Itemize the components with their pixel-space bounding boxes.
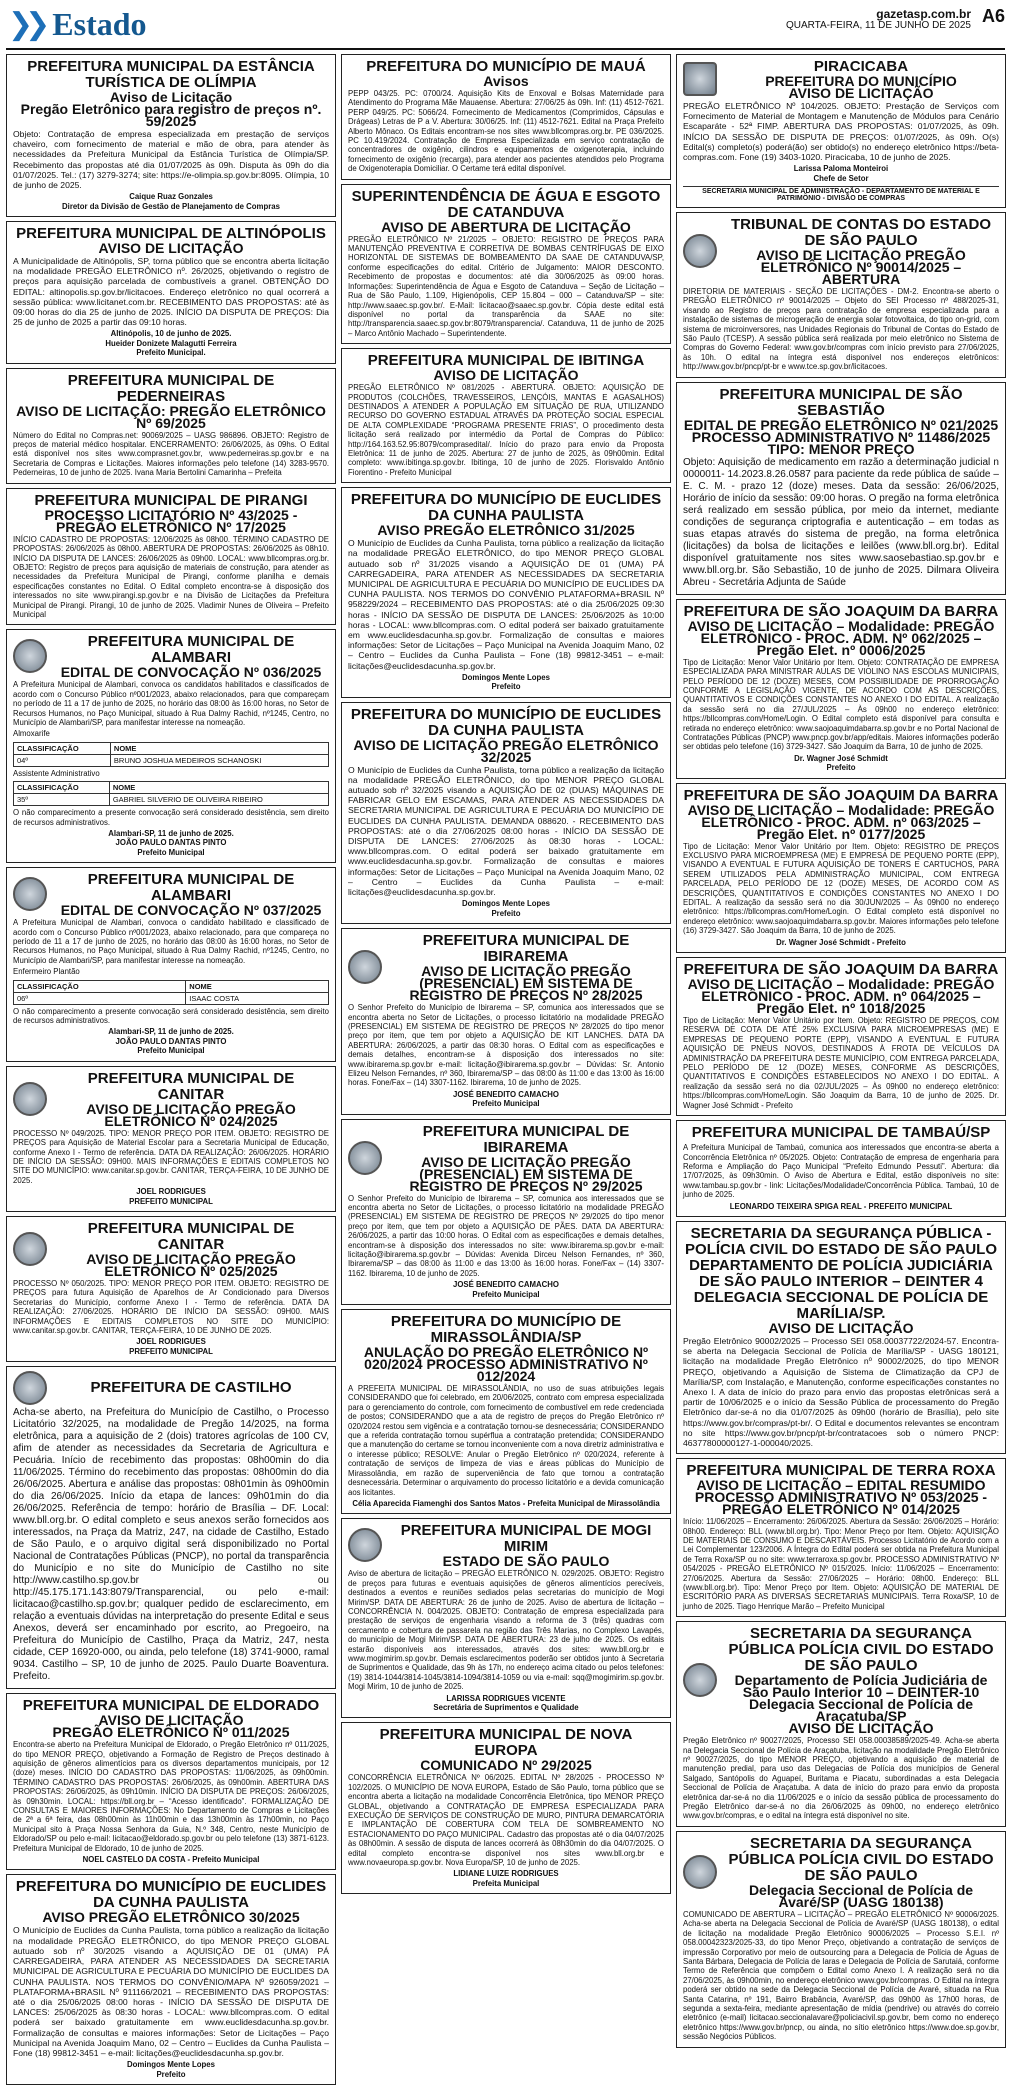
- notice-piracicaba: [676, 54, 1006, 208]
- notice-sjb3: [676, 957, 1006, 1116]
- col-header-name: NOME: [110, 742, 328, 754]
- signature-line: Domingos Mente Lopes: [127, 2060, 215, 2070]
- candidate-table: [13, 781, 329, 806]
- notice-body: Pregão Eletrônico 90002/2025 – Processo SEI 058.00037722/2024-57. Encontra-se aberta na Delegacia Seccional de Polícia de Marília/SP - UASG 180121, licitação na modalidade Pregão Eletrônico nº 90002/2025, do tipo MENOR PREÇO, objetivando a Aquisição de Sistema de Climatização da CPJ de Marília/SP, com Instalação, e Manutenção, conforme especificações constantes no Anexo I. A data de início do prazo para envio das propostas eletrônicas será a partir de 10/06/2025 e o início da Sessão Pública de processamento do Pregão Eletrônico dar-se-á no dia 01/07/2025 às 09h00 (horário de Brasília), pelo site https://www.gov.br/compras/pt-br/. O Edital e documentos relevantes se encontram no site https://www.gov.br/pncp/pt-br/contratacoes sob o número PNCP: 46377800000127-1-000040/2025.: [683, 1335, 999, 1448]
- municipal-crest-icon: [683, 62, 717, 96]
- notice-subtitle: COMUNICADO Nº 29/2025: [420, 1757, 592, 1774]
- notice-signature: [13, 329, 329, 357]
- notice-header-text: [388, 1124, 664, 1192]
- notice-ibitinga: [341, 348, 671, 483]
- notice-terraroxa: [676, 1458, 1006, 1617]
- notice-signature: [13, 192, 329, 211]
- notice-body: O Município de Euclides da Cunha Paulista, torna público a realização da licitação na modalidade PREGÃO ELETRÔNICO, do tipo MENOR PREÇO GLOBAL autuado sob nº 32/2025 visando a AQUISIÇÃO DE 02 (DUAS) MÁQUINAS DE FABRICAR GELO EM ESCAMAS, PARA ATENDER AS NECESSIDADES DA SECRETARIA MUNICIPAL DE AGRICULTURA E PECUÁRIA DO MUNICÍPIO DE EUCLIDES DA CUNHA PAULISTA. DEMANDA 088620. - RECEBIMENTO DAS PROPOSTAS: até o dia 27/06/2025 08:00 horas - INÍCIO DA SESSÃO DE DISPUTA DE LANCES: 27/06/2025 às 08:30 horas - LOCAL: www.bllcompras.com. O edital poderá ser baixado gratuitamente em www.euclidesdacunha.sp.gov.br. Formalização de consultas e maiores informações: Setor de Licitações – Paço Municipal na Avenida Joaquim Mano, 02 – Centro – Euclides da Cunha Paulista – e-mail: licitações@euclidesdacunha.sp.gov.br.: [348, 764, 664, 898]
- notice-subtitle: AVISO DE LICITAÇÃO PREGÃO (PRESENCIAL) EM SISTEMA DE REGISTRO DE PREÇOS Nº 29/2025: [409, 1153, 643, 1194]
- notice-body: CONCORRÊNCIA ELETRÔNICA Nº 06/2025. EDITAL Nº 28/2025 - PROCESSO Nº 102/2025. O MUNICÍPIO DE NOVA EUROPA, Estado de São Paulo, torna público que se encontra aberta a licitação na modalidade Concorrência Eletrônica, tipo MENOR PREÇO GLOBAL, objetivando a CONTRATAÇÃO DE EMPRESA ESPECIALIZADA PARA EXECUÇÃO DE SERVIÇOS DE CONSTRUÇÃO DE MURO, PINTURA DEMARCATÓRIA E IMPLANTAÇÃO DE COBERTURA COM TELA DE SOMBREAMENTO NO ESTACIONAMENTO DO PAÇO MUNICIPAL. Cadastro das propostas até o dia 04/07/2025 às 08h00min. A sessão de disputa de lances ocorrerá às 08h30min do dia 04/07/2025. O edital completo encontra-se disponível nos sites www.bll.org.br e www.novaeuropa.sp.gov.br. Nova Europa/SP, 10 de junho de 2025.: [348, 1773, 664, 1868]
- notice-title: PREFEITURA DO MUNICÍPIO DE MAUÁ: [366, 58, 646, 75]
- candidate-table: [13, 980, 329, 1005]
- signature-line: JOSÉ BENEDITO CAMACHO: [453, 1280, 559, 1290]
- notice-ibirarema2: [341, 1119, 671, 1305]
- notice-header-text: [723, 216, 999, 288]
- notice-alambari2: [6, 867, 336, 1061]
- notice-title: PREFEITURA MUNICIPAL DE PEDERNEIRAS: [67, 371, 275, 405]
- notice-subtitle: AVISO PREGÃO ELETRÔNICO 30/2025: [42, 1909, 300, 1926]
- notice-subtitle-3: TIPO: MENOR PREÇO: [767, 440, 915, 457]
- notice-body: COMUNICADO DE ABERTURA – LICITAÇÃO – PREGÃO ELETRÔNICO Nº 90006/2025. Acha-se aberta na Delegacia Seccional de Polícia de Avaré/SP (UASG 180138), o edital de licitação na modalidade Pregão Eletrônico 90006/2025 – Processo S.E.I. nº 058.00042323/2025-33, do tipo Menor Preço, objetivando a contratação de serviços de impressão Corporativo por meio de outsourcing para a Delegacia de Polícia de Águas de Santa Bárbara, Delegacia de Polícia de Iaras e Delegacia de Polícia de Sarutaiá, conforme Termo de Referência que compõem o Edital como Anexo I. A realização será no dia 27/06/2025, às 09h00min, no endereço eletrônico www.gov.br/compras. O Edital na íntegra poderá ser obtido na sede da Delegacia Seccional de Polícia de Avaré, situada na Rua Santa Catarina, nº 191, Bairro Brabância, Avaré/SP, das 09h00 às 17h00 horas, de segunda a sexta-feira, mediante apresentação de mídia (pendrive) ou através do correio eletrônico (e-mail) licitacao.seccionalavare@policiacivil.sp.gov.br, bem como no endereço eletrônico https://www.gov.br/pncp, ou ainda, no sítio eletrônico https://www.doe.sp.gov.br, sessão Negócios Públicos.: [683, 1909, 999, 2042]
- notice-header-text: [53, 633, 329, 681]
- notice-header: [683, 216, 999, 288]
- notice-body: PEPP 043/25. PC: 0700/24. Aquisição Kits de Enxoval e Bolsas Maternidade para Atendimento do Programa Mãe Mauaense. Abertura: 27/06/25 às 09h. Inf: (11) 4512-7621. PERP 049/25. PC: 5066/24. Fornecimento de Medicamentos (Comprimidos, Cápsulas e Drágeas) Letras de P a V. Abertura: 30/06/25. Inf: (11) 4512-7621. Edital na Praça Prefeito Alberto Mônaco. Os Editais encontram-se nos sites www.bllcompras.org.br. PE 036/2025. PC 10.419/2024. Contratação de Empresa Especializada em serviço contratação de concentradores de oxigênio, cilindros e equipamentos de oxigenoterapia, incluindo fornecimento de oxigênio (recarga), para atender aos pacientes atendidos pelo Programa de Oxigenoterapia Domiciliar. O Certame terá edital disponível.: [348, 89, 664, 174]
- notice-subtitle: AVISO DE LICITAÇÃO: [98, 1712, 244, 1729]
- notice-body: PREGÃO ELETRÔNICO Nº 21/2025 – OBJETO: REGISTRO DE PREÇOS PARA MANUTENÇÃO PREVENTIVA E CORRETIVA DE BOMBAS CENTRÍFUGAS DE EIXO HORIZONTAL DE SISTEMAS DE BOMBEAMENTO DA SAAE DE CATANDUVA/SP, conforme especificações do edital. Critério de Julgamento: MAIOR DESCONTO. Recebimento de propostas e documentos: até dia 30/06/2025 às 09:00 horas. Informações: Superintendência de Água e Esgoto de Catanduva – Seção de Licitação – Rua de São Paulo, 1.109, Higienópolis, CEP 15.804 – 000 – Catanduva/SP – site: http://www.saaec.sp.gov.br/. E-Mail: licitacao@saaec.sp.gov.br. Cópia deste edital está disponível no portal da transparência da SAAE no site: http://transparencia.saaec.sp.gov.br:8079/transparencia/. Catanduva, 11 de junho de 2025 – Marco Antônio Machado – Superintendente.: [348, 234, 664, 338]
- notice-tce: [676, 212, 1006, 378]
- cell-classification: 04º: [14, 754, 111, 766]
- column-2: [341, 54, 671, 1888]
- notice-body: O Senhor Prefeito do Município de Ibirarema – SP, comunica aos interessados que se encontra aberta no Setor de Licitações, o processo licitatório na modalidade PREGÃO (PRESENCIAL) EM SISTEMA DE REGISTRO DE PREÇOS Nº 29/2025 do tipo menor preço por item, que tem por objeto a AQUISIÇÃO DE PÃES. DATA DA ABERTURA: 26/06/2025, a partir das 10:00 horas. O Edital com as especificações e demais detalhes, encontram-se à disposição dos interessados no site: www.ibirarema.sp.gov.br e-mail: licitação@ibirarema.sp.gov.br – Dúvidas: Avenida Dirceu Nelson Fernandes, nº 360, Ibirarema/SP – das 08:00 às 11:00 e das 13:00 às 16:00 horas. Fone/Fax – (14) 3307-1162. Ibirarema, 10 de junho de 2025.: [348, 1193, 664, 1278]
- notice-title: PREFEITURA MUNICIPAL DE IBITINGA: [367, 352, 645, 370]
- table-row: [14, 794, 329, 806]
- signature-line: PREFEITO MUNICIPAL: [129, 1196, 213, 1206]
- notice-header: [13, 1221, 329, 1277]
- notice-subtitle: Delegacia Seccional de Polícia de Avaré/SP (UASG 180138): [748, 1881, 974, 1910]
- signature-line: Domingos Mente Lopes: [462, 672, 550, 682]
- notice-title: SUPERINTENDÊNCIA DE ÁGUA E ESGOTO DE CATANDUVA: [351, 187, 661, 221]
- notice-subtitle: AVISO DE LICITAÇÃO – Modalidade: PREGÃO ELETRÔNICO - PROC. ADM. nº 063/2025 – Pregão Elet. nº 0177/2025: [687, 801, 995, 842]
- notice-deinter10: [676, 1621, 1006, 1827]
- notice-title: PREFEITURA MUNICIPAL DE NOVA EUROPA: [379, 1726, 633, 1760]
- notice-title: PREFEITURA DO MUNICÍPIO DE EUCLIDES DA CUNHA PAULISTA: [350, 705, 662, 739]
- notice-body: A Prefeitura Municipal de Alambari, convoca os candidatos habilitados e classificados de acordo com o Concurso Público nº001/2023, abaixo relacionados, para que compareçam no período de 11 a 17 de junho de 2025, no horário das 08:00 às 16:00 horas, no Setor de Recursos Humanos, no Paço Municipal, situado à Rua Dalmy Rachid, nº1245, Centro, no Município de Alambari/SP, para manifestar interesse na nomeação.: [13, 680, 329, 727]
- notice-subtitle-2: PREGÃO ELETRÔNICO Nº 011/2025: [52, 1724, 290, 1741]
- column-1: [6, 54, 336, 2079]
- signature-line: Prefeito Municipal: [137, 1046, 205, 1056]
- signature-line: Prefeito: [491, 682, 521, 692]
- masthead-info: [786, 8, 971, 32]
- signature-line: NOEL CASTELO DA COSTA - Prefeito Municipal: [82, 1855, 260, 1865]
- signature-line: Dr. Wagner José Schmidt - Prefeito: [776, 937, 906, 947]
- signature-line: Diretor da Divisão de Gestão de Planejamento de Compras: [62, 201, 280, 211]
- notice-body: DIRETORIA DE MATERIAIS - SEÇÃO DE LICITAÇÕES - DM-2. Encontra-se aberto o PREGÃO ELETRÔNICO nº 90014/2025 – Objeto do SEI Processo nº 488/2025-31, visando ao Registro de preços para contratação de empresa especializada para a instalação de sistemas de microgeração de energia solar fotovoltaica, do tipo on-grid, com sistema de microinversores, nas Unidades Regionais do Tribunal de Contas do Estado de São Paulo (TCESP). A sessão pública será realizada por meio eletrônico no Sistema de Compras do Governo Federal: www.gov.br/compras com início previsto para 27/06/2025, às 10h. O edital na íntegra está disponível nos endereços eletrônicos: http://www.gov.br/pncp/pt-br e www.tce.sp.gov.br/licitacoes.: [683, 287, 999, 372]
- notice-canitar2: [6, 1216, 336, 1362]
- notice-body: A Prefeitura Municipal de Alambari, convoca o candidato habilitado e classificado de acordo com o Concurso Público nº001/2023, abaixo relacionado, para que compareça no período de 11 a 17 de junho de 2025, no horário das 08:00 às 16:00 horas, no Setor de Recursos Humanos, no Paço Municipal, situado à Rua Dalmy Rachid, nº1245, Centro, no Município de Alambari/SP, para manifestar interesse na nomeação.: [13, 918, 329, 965]
- signature-line: Hueider Donizete Malagutti Ferreira: [105, 338, 237, 348]
- notice-ibirarema1: [341, 928, 671, 1114]
- table-row: [14, 754, 329, 766]
- signature-line: Prefeito Municipal: [472, 1099, 540, 1109]
- notice-signature: [348, 673, 664, 692]
- notice-header-text: [723, 1625, 999, 1737]
- notice-subtitle-2: AVISO DE LICITAÇÃO: [788, 85, 934, 101]
- role-label: Assistente Administrativo: [13, 768, 100, 778]
- notice-subtitle: AVISO DE LICITAÇÃO PREGÃO ELETRÔNICO Nº 024/2025: [86, 1100, 296, 1129]
- signature-line: Alambari-SP, 11 de junho de 2025.: [108, 829, 234, 839]
- notice-body: INÍCIO CADASTRO DE PROPOSTAS: 12/06/2025 às 08h00. TÉRMINO CADASTRO DE PROPOSTAS: 26/06/2025 às 08h00. ABERTURA DE PROPOSTAS: 26/06/2025 às 08h10. INÍCIO DA DISPUTA DE LANCES: 26/06/2025 às 09h00. LOCAL: www.bllcompras.org.br. OBJETO: Registro de preços para aquisição de materiais de construção, para atender as necessidades da Prefeitura Municipal de Pirangi, conforme planilha e demais especificações constantes no Edital. O Edital completo encontra-se à disposição dos interessados no site www.pirangi.sp.gov.br e na Divisão de Licitações da Prefeitura Municipal de Pirangi. Pirangi, 10 de junho de 2025. Vladimir Nunes de Oliveira – Prefeito Municipal: [13, 534, 329, 619]
- signature-line: Altinópolis, 10 de junho de 2025.: [110, 329, 232, 339]
- municipal-crest-icon: [13, 639, 47, 673]
- notice-header-text: [53, 1380, 329, 1396]
- notice-header: [348, 1124, 664, 1192]
- notice-title: PREFEITURA MUNICIPAL DE IBIRAREMA: [422, 932, 630, 966]
- notice-marilia: [676, 1221, 1006, 1454]
- notice-title: PREFEITURA MUNICIPAL DE TAMBAÚ/SP: [691, 1124, 991, 1142]
- notice-eldorado: [6, 1693, 336, 1870]
- notice-header-text: [723, 59, 999, 99]
- notice-pirangi: [6, 488, 336, 626]
- notice-catanduva: [341, 184, 671, 344]
- notice-body: A Municipalidade de Altinópolis, SP, torna público que se encontra aberta licitação na modalidade PREGÃO ELETRÔNICO nº. 26/2025, objetivando o registro de preços para aquisição parcelada de combustíveis a granel. OBTENÇÃO DO EDITAL: altinopolis.sp.gov.br/licitacoes. Endereço eletrônico no qual ocorrerá a sessão pública: www.licitanet.com.br. RECEBIMENTO DAS PROPOSTAS: até às 09:00 horas do dia 25 de junho de 2025. INÍCIO DA DISPUTA DE PREÇOS: Dia 25 de junho de 2025 a partir das 09:10 horas.: [13, 256, 329, 328]
- notice-title: PREFEITURA DE SÃO JOAQUIM DA BARRA: [683, 786, 999, 804]
- notice-signature: [13, 1187, 329, 1206]
- notice-body: Tipo de Licitação: Menor Valor Unitário por Item. Objeto: REGISTRO DE PREÇOS, COM RESERVA DE COTA DE ATÉ 25% EXCLUSIVA PARA MICROEMPRESAS (ME) E EMPRESAS DE PEQUENO PORTE (EPP), VISANDO A EVENTUAL E FUTURA AQUISIÇÃO DE PNEUS NOVOS, DESTINADOS À FROTA DE VEÍCULOS DA ADMINISTRAÇÃO DA PREFEITURA DESTE MUNICÍPIO, COM ENTREGA PARCELADA, PELO PERÍODO DE 12 (DOZE) MESES, CONFORME AS DESCRIÇÕES, QUANTITATIVOS E CONDIÇÕES ESTABELECIDOS NO ANEXO I DO EDITAL. A realização da sessão será no dia 02/JUL/2025 – Às 09h00 no endereço eletrônico: https://bllcompras.com/Home/Login. São Joaquim da Barra, 10 de junho de 2025. Dr. Wagner José Schmidt - Prefeito: [683, 1016, 999, 1110]
- notice-subtitle: AVISO DE LICITAÇÃO – EDITAL RESUMIDO PROCESSO ADMINISTRATIVO Nº 053/2025 - PREGÃO ELETRÔNICO Nº 014/2025: [694, 1477, 988, 1518]
- notice-euclides1: [341, 487, 671, 697]
- notice-title: TRIBUNAL DE CONTAS DO ESTADO DE SÃO PAULO: [730, 216, 991, 250]
- municipal-crest-icon: [348, 950, 382, 984]
- signature-line: Domingos Mente Lopes: [462, 899, 550, 909]
- column-3: [676, 54, 1006, 2042]
- col-header-classification: CLASSIFICAÇÃO: [14, 782, 110, 794]
- notice-body: PREGÃO ELETRÔNICO Nº 081/2025 - ABERTURA. OBJETO: AQUISIÇÃO DE PRODUTOS (COLCHÕES, TRAVESSEIROS, LENÇÓIS, MANTAS E AGASALHOS) DESTINADOS A ATENDER A POPULAÇÃO EM SITUAÇÃO DE RUA, UTILIZANDO RECURSO DO GOVERNO ESTADUAL ATRAVÉS DA PROTEÇÃO SOCIAL ESPECIAL DE ALTA COMPLEXIDADE “PROGRAMA PRESENTE FRIAS”, O procedimento desta licitação será realizado por intermédio da Portal de Compras do Público: http://164.163.52.95:8079/comprasedital/. Início do prazo para envio da Proposta Eletrônica: 11 de junho de 2025. Abertura: 27 de junho de 2025, às 09h00min. Edital completo: www.ibitinga.sp.gov.br. Ibitinga, 10 de junho de 2025. Florisvaldo Antônio Fiorentino - Prefeito Municipal: [348, 383, 664, 477]
- notice-signature: [348, 899, 664, 918]
- signature-line: JOEL RODRIGUES: [136, 1337, 206, 1347]
- notice-title: PREFEITURA MUNICIPAL DE TERRA ROXA: [686, 1462, 996, 1480]
- notice-altinopolis: [6, 221, 336, 364]
- col-header-name: NOME: [109, 782, 328, 794]
- notice-title: PREFEITURA DE SÃO JOAQUIM DA BARRA: [683, 961, 999, 979]
- notice-signature: [683, 164, 999, 183]
- notice-header-text: [388, 932, 664, 1004]
- municipal-crest-icon: [13, 1082, 47, 1116]
- notice-title: PREFEITURA MUNICIPAL DE CANITAR: [87, 1219, 295, 1253]
- notice-title: PREFEITURA MUNICIPAL DE ALAMBARI: [87, 871, 295, 905]
- notice-signature: [13, 1337, 329, 1356]
- signature-line: PREFEITO MUNICIPAL: [129, 1346, 213, 1356]
- notice-title: PREFEITURA DE SÃO JOAQUIM DA BARRA: [683, 602, 999, 620]
- notice-header: [683, 1836, 999, 1908]
- signature-line: JOÃO PAULO DANTAS PINTO: [115, 1036, 227, 1046]
- notice-body: PROCESSO Nº 049/2025. TIPO: MENOR PREÇO POR ITEM. OBJETO: REGISTRO DE PREÇOS para Aquisição de Material Escolar para a Secretaria Municipal de Educação, conforme Anexo I - Termo de referência. DATA DA REALIZAÇÃO: 26/06/2025. HORÁRIO DE INÍCIO DA SESSÃO: 09H00. MAIS INFORMAÇÕES E EDITAIS COMPLETOS NO SITE DO MUNICÍPIO: www.canitar.sp.gov.br. CANITAR, TERÇA-FEIRA, 10 DE JUNHO DE 2025.: [13, 1128, 329, 1185]
- notice-novaeuropa: [341, 1722, 671, 1894]
- municipal-crest-icon: [348, 1528, 382, 1562]
- notice-subtitle: Avisos: [483, 73, 529, 89]
- signature-line: JOÃO PAULO DANTAS PINTO: [115, 838, 227, 848]
- notice-title: PREFEITURA MUNICIPAL DE ALTINÓPOLIS: [16, 225, 326, 243]
- role-label: Enfermeiro Plantão: [13, 967, 80, 977]
- notice-mirassolandia: [341, 1309, 671, 1514]
- col-header-classification: CLASSIFICAÇÃO: [14, 742, 111, 754]
- brand-logo: [8, 6, 147, 43]
- notice-header-text: [388, 1522, 664, 1570]
- signature-line: LIDIANE LUIZE RODRIGUES: [453, 1869, 559, 1879]
- notice-header: [13, 1371, 329, 1405]
- notice-sjb1: [676, 599, 1006, 779]
- municipal-crest-icon: [348, 1141, 382, 1175]
- notice-euclides3: [6, 1874, 336, 2084]
- notice-header: [13, 871, 329, 919]
- notice-signature: [348, 1499, 664, 1508]
- signature-line: LARISSA RODRIGUES VICENTE: [446, 1693, 566, 1703]
- signature-line: JOSÉ BENEDITO CAMACHO: [453, 1089, 559, 1099]
- municipal-crest-icon: [683, 234, 717, 268]
- notice-subtitle: AVISO PREGÃO ELETRÔNICO 31/2025: [377, 522, 635, 539]
- notice-title: PREFEITURA MUNICIPAL DE ALAMBARI: [87, 633, 295, 667]
- page-number: A6: [981, 6, 1005, 26]
- notice-body: Encontra-se aberto na Prefeitura Municipal de Eldorado, o Pregão Eletrônico nº 011/2025, do tipo MENOR PREÇO, objetivando a Formação de Registro de Preços destinado à aquisição de gêneros alimentícios para os diversos departamentos municipais, por 12 (doze) meses. INÍCIO DO CADASTRO DAS PROPOSTAS: 11/06/2025, às 09h00min. TÉRMINO CADASTRO DAS PROPOSTAS: 26/06/2025, às 09h00min. ABERTURA DAS PROPOSTAS: 26/06/2025, às 09h10min. INÍCIO DA DISPUTA DE PREÇOS: 26/06/2025, às 09h30min. LOCAL: https://bll.org.br – “Acesso identificado”. FORMALIZAÇÃO DE CONSULTAS E MAIORES INFORMAÇÕES: No Departamento de Compras e Licitações de 2ª a 6ª feira, das 08h00min às 11h00min e das 13h00min às 17h00min, no Paço Municipal sito à Praça Nossa Senhora da Guia, N.º 348, Centro, neste Município de Eldorado/SP ou pelo e-mail: licitacao@eldorado.sp.gov.br ou pelo telefone (13) 3871-6123. Prefeitura Municipal de Eldorado, 10 de junho de 2025.: [13, 1740, 329, 1853]
- signature-line: Dr. Wagner José Schmidt: [794, 753, 888, 763]
- brand-name: Estado: [52, 6, 147, 42]
- notice-header-text: [53, 1071, 329, 1127]
- notice-subtitle-2: PROCESSO ADMINISTRATIVO Nº 11486/2025: [691, 428, 991, 445]
- notice-euclides2: [341, 702, 671, 924]
- notice-header: [683, 59, 999, 99]
- notice-signature: [13, 2060, 329, 2079]
- notice-subtitle: AVISO DE LICITAÇÃO – Modalidade: PREGÃO ELETRÔNICO - PROC. ADM. nº 064/2025 – Pregão Elet. nº 1018/2025: [687, 976, 995, 1017]
- notice-subtitle: Aviso de Licitação: [109, 89, 233, 105]
- notice-title: PREFEITURA MUNICIPAL DE IBIRAREMA: [422, 1122, 630, 1156]
- notice-subtitle: PREFEITURA DO MUNICÍPIO: [765, 73, 957, 89]
- notice-header: [683, 1625, 999, 1737]
- notice-subtitle: PROCESSO LICITATÓRIO Nº 43/2025 - PREGÃO ELETRÔNICO Nº 17/2025: [44, 506, 298, 535]
- table-header-row: [14, 782, 329, 794]
- notice-subtitle: EDITAL DE PREGÃO ELETRÔNICO Nº 021/2025: [683, 416, 999, 433]
- notice-body: Aviso de abertura de licitação – PREGÃO ELETRÔNICO N. 029/2025. OBJETO: Registro de preços para futuras e eventuais aquisições de gêneros alimentícios perecíveis, destinados a eventos e reuniões sediados pelas secretarias do município de Mogi Mirim/SP. DATA DE ABERTURA: 26 de junho de 2025. Aviso de abertura de licitação – CONCORRÊNCIA N. 004/2025. OBJETO: Contratação de empresa especializada para prestação de serviços de engenharia visando a reforma de 3 (três) quadras com cercamento e cobertura de passarela na região das Três Marias, no Complexo Lavapés, do município de Mogi Mirim/SP. DATA DE ABERTURA: 23 de julho de 2025. Os editais estarão disponíveis aos interessados, através dos sites: www.bll.org.br e www.mogimirim.sp.gov.br. Demais esclarecimentos poderão ser obtidos junto à Secretaria de Suprimentos e Qualidade, das 9h às 17h, no endereço acima citado ou pelos telefones: (19) 3814-1044/3814-1045/3814-1094/3814-1059 ou via e-mail: sqq@mogimirim.sp.gov.br. Mogi Mirim, 10 de junho de 2025.: [348, 1569, 664, 1692]
- cell-classification: 06º: [14, 992, 186, 1004]
- site-link[interactable]: gazetasp.com.br: [876, 7, 971, 21]
- notice-subtitle: AVISO DE LICITAÇÃO – Modalidade: PREGÃO ELETRÔNICO - PROC. ADM. Nº 062/2025 – Pregão Elet. nº 0006/2025: [687, 617, 995, 658]
- col-header-classification: CLASSIFICAÇÃO: [14, 980, 186, 992]
- notice-footnote: O não comparecimento a presente convocação será considerado desistência, sem direito de recursos administrativos.: [13, 808, 329, 827]
- signature-line: Célia Aparecida Fiamenghi dos Santos Matos - Prefeita Municipal de Mirassolândia: [352, 1498, 660, 1508]
- notice-subtitle: AVISO DE LICITAÇÃO: [433, 367, 579, 384]
- notice-subtitle: AVISO DE ABERTURA DE LICITAÇÃO: [381, 218, 631, 235]
- notice-title: PREFEITURA MUNICIPAL DA ESTÂNCIA TURÍSTICA DE OLÍMPIA: [27, 58, 315, 91]
- notice-body: A PREFEITA MUNICIPAL DE MIRASSOLÂNDIA, no uso de suas atribuições legais CONSIDERANDO que foi celebrado, em 20/06/2025, contrato com empresa especializada para o gerenciamento do controle, com fornecimento de combustível em rede credenciada de postos; CONSIDERANDO que a ata de registro de preços do Pregão Eletrônico nº 020/2024 restou sem vigência e a contratação tornou-se desnecessária; CONSIDERANDO que a referida contratação tornou supérflua a contratação pretendida; CONSIDERANDO que a manutenção do certame se tornou inconveniente com a nova diretriz administrativa e o interesse público; RESOLVE: Anular o Pregão Eletrônico nº 020/2024, referente à contratação de serviços de limpeza de vias e áreas públicas do Município de Mirassolândia, em razão de superveniência de fato que tornou a contratação desnecessária. Determinar o arquivamento do processo licitatório e a devida comunicação aos licitantes.: [348, 1384, 664, 1497]
- municipal-crest-icon: [683, 1855, 717, 1889]
- notice-subtitle: AVISO DE LICITAÇÃO PREGÃO ELETRÔNICO Nº 025/2025: [86, 1250, 296, 1279]
- notice-subtitle: AVISO DE LICITAÇÃO: [98, 240, 244, 257]
- notice-signature: [683, 1202, 999, 1211]
- chevron-logo-icon: ❯❯: [8, 7, 43, 42]
- signature-line: Secretária de Suprimentos e Qualidade: [433, 1703, 579, 1712]
- notice-subtitle: AVISO DE LICITAÇÃO PREGÃO ELETRÔNICO 32/2025: [353, 736, 659, 765]
- notice-title: SECRETARIA DA SEGURANÇA PÚBLICA POLÍCIA CIVIL DO ESTADO DE SÃO PAULO: [728, 1625, 994, 1675]
- notice-alambari1: [6, 629, 336, 863]
- notice-signature: [13, 1027, 329, 1055]
- notice-avare: [676, 1831, 1006, 2048]
- cell-name: ISAAC COSTA: [186, 992, 329, 1004]
- notice-header-text: [53, 1221, 329, 1277]
- notice-saosebastiao: [676, 382, 1006, 595]
- signature-line: Prefeito Municipal: [137, 847, 205, 857]
- notice-subtitle: ANULAÇÃO DO PREGÃO ELETRÔNICO Nº 020/2024 PROCESSO ADMINISTRATIVO Nº 012/2024: [363, 1344, 649, 1385]
- notice-signature: [348, 1694, 664, 1713]
- notice-subtitle: AVISO DE LICITAÇÃO: PREGÃO ELETRÔNICO Nº 69/2025: [16, 402, 326, 431]
- notice-subtitle: AVISO DE LICITAÇÃO: [768, 1319, 914, 1336]
- signature-line: Prefeito: [826, 763, 856, 773]
- signature-line: JOEL RODRIGUES: [136, 1187, 206, 1197]
- notice-signature: [13, 1855, 329, 1864]
- notice-body: Pregão Eletrônico nº 90027/2025, Processo SEI 058.00038589/2025-49. Acha-se aberta na Delegacia Seccional de Polícia de Araçatuba, licitação na modalidade Pregão Eletrônico nº 90027/2025, do tipo MENOR PREÇO, objetivando a aquisição de material de manutenção predial, para uso das Delegacias de Polícia dos municípios de General Salgado, Santópolis do Aguapeí, Buritama e Piacatu, subordinadas a esta Delegacia Seccional de Polícia de Araçatuba. A data de início do prazo para envio da proposta eletrônica dar-se-á no dia 11/06/2025 e o início da sessão pública de processamento do Pregão Eletrônico dar-se-á no dia 26/06/2025 às 09h00, no endereço eletrônico www.gov.br/compras, e o edital na íntegra está disponível no site.: [683, 1736, 999, 1821]
- notice-body: Acha-se aberto, na Prefeitura do Município de Castilho, o Processo Licitatório 32/2025, na modalidade de Pregão 14/2025, na forma eletrônica, para a aquisição de 2 (dois) tratores agrícolas de 100 CV, afim de atender as necessidades da Secretaria de Agricultura e Pecuária. Início de recebimento das propostas: 08h00min do dia 11/06/2025. Término do recebimento das propostas: 08h00min do dia 26/06/2025. Abertura e análise das propostas: 08h01min às 09h00min do dia 26/06/2025. Início da etapa de lances: 09h01min do dia 26/06/2025. Referência de tempo: horário de Brasília – DF. Local: www.bll.org.br. O edital completo e seus anexos serão fornecidos aos interessados, na Praça da Matriz, 247, na cidade de Castilho, Estado de São Paulo, e o arquivo digital será disponibilizado no Portal Nacional de Contratações Públicas (PNCP), no portal da transparência do Município e no site do Município de Castilho no site http://www.castilho.sp.gov.br ou http://45.175.171.143:8079/Transparencial, ou pelo e-mail: licitacao@castilho.sp.gov.br; qualquer pedido de esclarecimento, em relação a eventuais dúvidas na interpretação do presente Edital e seus Anexos, deverá ser encaminhado por escrito, ao Pregoeiro, na Prefeitura do Município de Castilho, Praça da Matriz, 247, nesta cidade, CEP 16920-000, ou ainda, pelo telefone (18) 3741-9000, ramal 9034. Castilho – SP, 10 de junho de 2025. Paulo Duarte Boaventura. Prefeito.: [13, 1407, 329, 1683]
- header-rule: [6, 48, 1005, 50]
- notice-subtitle: AVISO DE LICITAÇÃO PREGÃO (PRESENCIAL) EM SISTEMA DE REGISTRO DE PREÇOS Nº 28/2025: [409, 963, 643, 1004]
- notice-subtitle: ESTADO DE SÃO PAULO: [442, 1553, 610, 1570]
- notice-pedereiras: [6, 368, 336, 484]
- notice-title: PREFEITURA DE CASTILHO: [90, 1379, 292, 1397]
- notice-body: O Senhor Prefeito do Município de Ibirarema – SP, comunica aos interessados que se encontra aberta no Setor de Licitações, o processo licitatório na modalidade PREGÃO (PRESENCIAL) EM SISTEMA DE REGISTRO DE PREÇOS Nº 28/2025 do tipo menor preço por item, que tem por objeto a AQUISIÇÃO DE KIT LANCHES. DATA DA ABERTURA: 26/06/2025, a partir das 08:30 horas. O Edital com as especificações e demais detalhes, encontram-se à disposição dos interessados no site: www.ibirarema.sp.gov.br e-mail: licitação@ibirarema.sp.gov.br – Dúvidas: Sr. Antonio Elizeu Nelson Fernandes, nº 360, Ibirarema/SP – das 08:00 às 11:00 e das 13:00 às 16:00 horas. Fone/Fax – (14) 3307-1162. Ibirarema, 10 de junho de 2025.: [348, 1003, 664, 1088]
- notice-header: [13, 1071, 329, 1127]
- notice-title: PREFEITURA DO MUNICÍPIO DE MIRASSOLÂNDIA/SP: [390, 1313, 622, 1347]
- notice-tambau: [676, 1120, 1006, 1217]
- masthead: [0, 0, 1011, 54]
- municipal-crest-icon: [13, 877, 47, 911]
- notice-signature: [348, 1869, 664, 1888]
- signature-line: Alambari-SP, 11 de junho de 2025.: [108, 1027, 234, 1037]
- notice-body: O Município de Euclides da Cunha Paulista, torna público a realização da licitação na modalidade PREGÃO ELETRÔNICO, do tipo MENOR PREÇO GLOBAL autuado sob nº 30/2025 visando a AQUISIÇÃO DE 01 (UMA) PÁ CARREGADEIRA, PARA ATENDER AS NECESSIDADES DA SECRETARIA MUNICIPAL DE AGRICULTURA E PECUÁRIA DO MUNICÍPIO DE EUCLIDES DA CUNHA PAULISTA. NOS TERMOS DO CONVÊNIO/MAPA Nº 926059/2021 – PLATAFORMA+BRASIL Nº 911166/2021 – RECEBIMENTO DAS PROPOSTAS: até o dia 25/06/2025 08:00 horas - INÍCIO DA SESSÃO DE DISPUTA DE LANCES: 25/06/2025 às 08:30 horas - LOCAL: www.bllcompras.com. O edital poderá ser baixado gratuitamente em www.euclidesdacunha.sp.gov.br. Formalização de consultas e maiores informações: Setor de Licitações – Paço Municipal na Avenida Joaquim Mano, 02 – Centro – Euclides da Cunha Paulista – Fone (18) 99812-3451 – e-mail: licitações@euclidesdacunha.sp.gov.br.: [13, 1925, 329, 2058]
- signature-line: Chefe de Setor: [813, 173, 869, 183]
- notice-header: [348, 932, 664, 1004]
- notice-title: PREFEITURA MUNICIPAL DE PIRANGI: [34, 491, 308, 509]
- table-header-row: [14, 980, 329, 992]
- notice-mogimirim: [341, 1518, 671, 1718]
- issue-date: QUARTA-FEIRA, 11 DE JUNHO DE 2025: [785, 20, 971, 31]
- table-header-row: [14, 742, 329, 754]
- notice-title: PREFEITURA MUNICIPAL DE CANITAR: [87, 1069, 295, 1103]
- notice-signature: [348, 1090, 664, 1109]
- signature-line: Caique Ruaz Gonzales: [129, 192, 213, 202]
- notice-title: PREFEITURA DO MUNICÍPIO DE EUCLIDES DA CUNHA PAULISTA: [350, 491, 662, 525]
- municipal-crest-icon: [13, 1371, 47, 1405]
- notice-body: Objeto: Aquisição de medicamento em razão a determinação judicial n 0000011- 14.2023.8.26.0587 para paciente da rede pública de saúde – E. C. M. - prazo 12 (doze) meses. Data da sessão: 26/06/2025, Horário de início da sessão: 09:00 horas. O pregão na forma eletrônica será realizado em sessão pública, por meio da internet, mediante condições de segurança criptografia e autenticação – em todas as suas etapas através do sistema de pregão, na forma eletrônica (licitações) da bolsa de licitações e leilões (www.bll.org.br). Edital disponível gratuitamente nos sites www.saosebastiao.sp.gov.br e www.bll.org.br. São Sebastião, 10 de junho de 2025. Dilmara Oliveira Abreu - Secretária Adjunta de Saúde: [683, 456, 999, 588]
- signature-line: Prefeito: [156, 2069, 186, 2079]
- notice-body: PROCESSO Nº 050/2025. TIPO: MENOR PREÇO POR ITEM. OBJETO: REGISTRO DE PREÇOS para futura Aquisição de Aparelhos de Ar Condicionado para Diversos Secretarias do Município, conforme Anexo I - Termo de referência. DATA DA REALIZAÇÃO: 27/06/2025. HORÁRIO DE INÍCIO DA SESSÃO: 09H00. MAIS INFORMAÇÕES E EDITAIS COMPLETOS NO SITE DO MUNICÍPIO: www.canitar.sp.gov.br. CANITAR, TERÇA-FEIRA, 10 DE JUNHO DE 2025.: [13, 1278, 329, 1335]
- notice-title: PREFEITURA MUNICIPAL DE MOGI MIRIM: [400, 1522, 652, 1556]
- notice-header-text: [53, 871, 329, 919]
- signature-line: Prefeito: [491, 908, 521, 918]
- notice-sjb2: [676, 783, 1006, 953]
- notice-signature: [348, 1280, 664, 1299]
- signature-line: Larissa Paloma Monteiroi: [793, 164, 889, 174]
- notice-subtitle: EDITAL DE CONVOCAÇÃO Nº 037/2025: [60, 902, 322, 919]
- notice-body: Início: 11/06/2025 – Encerramento: 26/06/2025. Abertura da Sessão: 26/06/2025 – Horário: 08h00. Endereço: BLL (www.bll.org.br). Tipo: Menor Preço por Item. Objeto: AQUISIÇÃO DE MATERIAIS DE CONSUMO E DESCARTÁVEIS. Processo Licitatório de Acordo com a Lei Complementar 123/2006. A Íntegra do Edital poderá ser obtida na Prefeitura Municipal de Terra Roxa/SP ou no site: www.terraroxa.sp.gov.br. PROCESSO ADMINISTRATIVO Nº 054/2025 - PREGÃO ELETRÔNICO Nº 015/2025. Início: 11/06/2025 – Encerramento: 27/06/2025. Abertura da Sessão: 27/06/2025 – Horário: 08h00. Endereço: BLL (www.bll.org.br). Tipo: Menor Preço por Item. Objeto: AQUISIÇÃO DE MATERIAL DE ESCRITÓRIO PARA AS DIVERSAS SECRETARIAS MUNICIPAIS. Terra Roxa/SP, 10 de junho de 2025. Tiago Henrique Marão – Prefeito Municipal: [683, 1517, 999, 1611]
- notice-footnote: O não comparecimento a presente convocação será considerado desistência, sem direito de recursos administrativos.: [13, 1006, 329, 1026]
- signature-line: Prefeito Municipal.: [136, 348, 206, 358]
- notice-body: PREGÃO ELETRÔNICO Nº 104/2025. OBJETO: Prestação de Serviços com Fornecimento de Material de Montagem e Manutenção de Módulos para Cenário Escaparáte - 52ª FIMP. ABERTURA DAS PROPOSTAS: 01/07/2025, às 09h. INÍCIO DA SESSÃO DE DISPUTA DE PREÇOS: 01/07/2025, às 09h. O(s) Edital(s) completo(s) poderá(ão) ser obtido(s) no endereço eletrônico https://beta-compras.com. Fone (19) 3403-1020. Piracicaba, 10 de junho de 2025.: [683, 101, 999, 163]
- notice-signature: [683, 938, 999, 947]
- department-bar: SECRETARIA MUNICIPAL DE ADMINISTRAÇÃO - DEPARTAMENTO DE MATERIAL E PATRIMÔNIO - DIVISÃO DE COMPRAS: [683, 186, 999, 202]
- notice-title: SECRETARIA DA SEGURANÇA PÚBLICA POLÍCIA CIVIL DO ESTADO DE SÃO PAULO: [728, 1834, 994, 1884]
- notice-signature: [13, 829, 329, 857]
- notice-body: Tipo de Licitação: Menor Valor Unitário por Item. Objeto: REGISTRO DE PREÇOS EXCLUSIVO PARA MICROEMPRESA (ME) E EMPRESA DE PEQUENO PORTE (EPP), VISANDO A EVENTUAL E FUTURA AQUISIÇÃO DE TONERS E CARTUCHOS, PARA SEREM UTILIZADOS PELA ADMINISTRAÇÃO MUNICIPAL, COM ENTREGA PARCELADA, PELO PERÍODO DE 12 (DOZE) MESES, DE ACORDO COM AS DESCRIÇÕES, QUANTITATIVOS E CONDIÇÕES CONSTANTES NO ANEXO I DO EDITAL. A realização da sessão será no dia 30/JUN/2025 – Às 09h00 no endereço eletrônico: https://bllcompras.com/Home/Login. O Edital completo está disponível no endereço eletrônico: www.saojoaquimdabarra.sp.gov.br. Maiores informações pelo telefone (16) 3729-3427. São Joaquim da Barra, 10 de junho de 2025.: [683, 841, 999, 936]
- cell-name: BRUNO JOSHUA MEDEIROS SCHANOSKI: [110, 754, 328, 766]
- notice-body: Tipo de Licitação: Menor Valor Unitário por Item. Objeto: CONTRATAÇÃO DE EMPRESA ESPECIALIZADA PARA MINISTRAR AULAS DE VIOLINO NAS ESCOLAS MUNICIPAIS, PELO PERÍODO DE 12 (DOZE) MESES, COM POSSIBILIDADE DE PRORROGAÇÃO CONFORME A LEGISLAÇÃO VIGENTE, DE ACORDO COM AS DESCRIÇÕES, QUANTITATIVOS E CONDIÇÕES CONSTANTES NO ANEXO I DO EDITAL. A realização da sessão será no dia 27/JUL/2025 – Às 09h00 no endereço eletrônico: https://bllcompras.com/Home/Login. O Edital completo está disponível para consulta e retirada no endereço eletrônico: www.saojoaquimdabarra.sp.gov.br e no Portal Nacional de Contratações Públicas (PNCP) www.pncp.gov.br/app/editais. Maiores informações poderão ser obtidas pelo telefone (16) 3729-3427. São Joaquim da Barra, 10 de junho de 2025.: [683, 657, 999, 752]
- notice-signature: [683, 754, 999, 773]
- notice-title: PIRACICABA: [813, 58, 909, 75]
- notice-header: [13, 633, 329, 681]
- notice-body: Objeto: Contratação de empresa especializada em prestação de serviços chaveiro, com fornecimento de material e mão de obra, para atender às necessidades da Prefeitura Municipal da Estância Turística de Olímpia/SP. Recebimento das propostas até dia 01/07/2025 às 09h. Disputa às 09h do dia 01/07/2025. Tel.: (17) 3279-3274; site: https://e-olimpia.sp.gov.br:8095. Olímpia, 10 de junho de 2025.: [13, 129, 329, 191]
- notice-subtitle-2: AVISO DE LICITAÇÃO: [788, 1720, 934, 1737]
- signature-line: Prefeita Municipal: [472, 1878, 540, 1888]
- notice-olimpia: [6, 54, 336, 217]
- col-header-name: NOME: [186, 980, 329, 992]
- signature-line: LEONARDO TEIXEIRA SPIGA REAL - PREFEITO MUNICIPAL: [729, 1201, 953, 1211]
- notice-title: PREFEITURA DO MUNICÍPIO DE EUCLIDES DA CUNHA PAULISTA: [15, 1878, 327, 1912]
- notice-canitar1: [6, 1066, 336, 1212]
- notice-body: O Município de Euclides da Cunha Paulista, torna público a realização da licitação na modalidade PREGÃO ELETRÔNICO, do tipo MENOR PREÇO GLOBAL autuado sob nº 31/2025 visando a AQUISIÇÃO DE 01 (UMA) PÁ CARREGADEIRA, PARA ATENDER AS NECESSIDADES DA SECRETARIA MUNICIPAL DE AGRICULTURA E PECUÁRIA DO MUNICÍPIO DE EUCLIDES DA CUNHA PAULISTA. NOS TERMOS DO CONVÊNIO PLATAFORMA+BRASIL Nº 958229/2024 – RECEBIMENTO DAS PROPOSTAS: até o dia 25/06/2025 09:30 horas - INÍCIO DA SESSÃO DE DISPUTA DE LANCES: 25/06/2025 às 10:00 horas - LOCAL: www.bllcompras.com. O edital poderá ser baixado gratuitamente em www.euclidesdacunha.sp.gov.br. Formalização de consultas e maiores informações: Setor de Licitações – Paço Municipal na Avenida Joaquim Mano, 02 – Centro – Euclides da Cunha Paulista – Fone (18) 99812-3451 – e-mail: licitações@euclidesdacunha.sp.gov.br.: [348, 538, 664, 671]
- cell-name: GABRIEL SILVERIO DE OLIVEIRA RIBEIRO: [109, 794, 328, 806]
- notice-title: SECRETARIA DA SEGURANÇA PÚBLICA - POLÍCIA CIVIL DO ESTADO DE SÃO PAULO DEPARTAMENTO DE POLÍCIA JUDICIÁRIA DE SÃO PAULO INTERIOR – DEINTER 4 DELEGACIA SECCIONAL DE POLÍCIA DE MARÍLIA/SP.: [685, 1224, 997, 1322]
- notice-subtitle: EDITAL DE CONVOCAÇÃO Nº 036/2025: [60, 664, 322, 681]
- notice-title: PREFEITURA MUNICIPAL DE ELDORADO: [22, 1697, 320, 1715]
- notice-subtitle: Departamento de Polícia Judiciária de São Paulo Interior 10 – DEINTER-10 Delegacia Seccional de Polícia de Araçatuba/SP: [734, 1672, 988, 1725]
- municipal-crest-icon: [13, 1232, 47, 1266]
- role-label: Almoxarife: [13, 729, 50, 739]
- municipal-crest-icon: [683, 1663, 717, 1697]
- notice-body: A Prefeitura Municipal de Tambaú, comunica aos interessados que encontra-se aberta a Concorrência Eletrônica nº 05/2025. Objeto: Contratação de empresa de engenharia para Reforma e Ampliação do Paço Municipal “Prefeito Edmundo Pessuti”. Abertura: dia 17/07/2025, às 09h30min. O Aviso de Abertura e Edital, estão disponíveis no site: www.tambau.sp.gov.br - link: Licitações/Modalidade/Concorrência Pública. Tambaú, 10 de junho de 2025.: [683, 1143, 999, 1200]
- cell-classification: 35º: [14, 794, 110, 806]
- notice-header: [348, 1522, 664, 1570]
- notice-maua: [341, 54, 671, 180]
- notice-title: PREFEITURA MUNICIPAL DE SÃO SEBASTIÃO: [719, 385, 963, 419]
- notice-castilho: [6, 1366, 336, 1689]
- signature-line: Prefeito Municipal: [472, 1289, 540, 1299]
- notice-subtitle: AVISO DE LICITAÇÃO PREGÃO ELETRÔNICO Nº 90014/2025 – ABERTURA: [756, 247, 966, 288]
- candidate-table: [13, 742, 329, 767]
- table-row: [14, 992, 329, 1004]
- notice-subtitle-2: Pregão Eletrônico para registro de preços nº. 59/2025: [20, 101, 322, 129]
- notice-header-text: [723, 1836, 999, 1908]
- notice-body: Número do Edital no Compras.net: 90069/2025 – UASG 986896. OBJETO: Registro de preços de material médico hospitalar. ENCERRAMENTO: 26/06/2025, às 09hs. O Edital está disponível nos sites www.comprasnet.gov.br, www.pederneiras.sp.gov.br e na Secretaria de Compras e Licitações. Maiores informações pelo telefone (14) 3283-9570. Pederneiras, 10 de junho de 2025. Ivana Maria Bertolini Camarinha – Prefeita: [13, 430, 329, 478]
